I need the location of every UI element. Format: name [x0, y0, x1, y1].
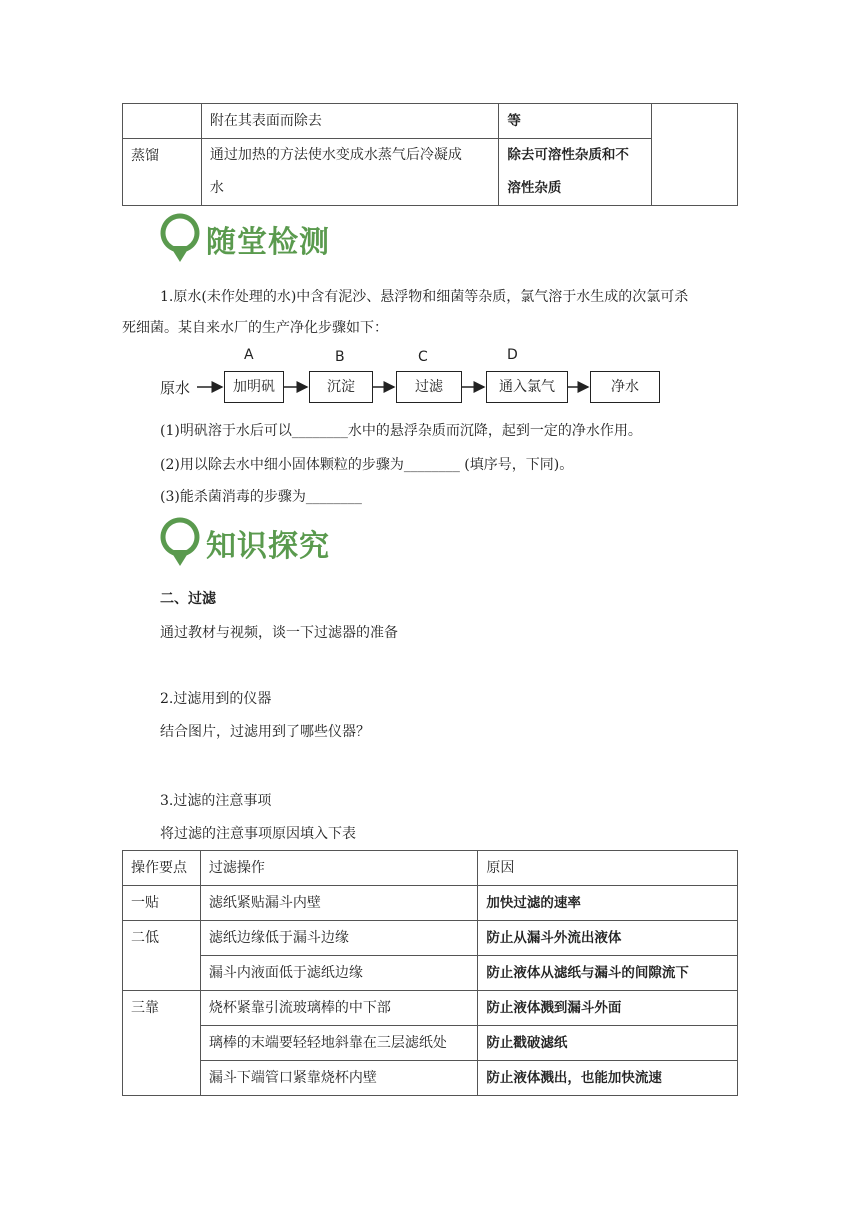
- operation-cell: 漏斗下端管口紧靠烧杯内壁: [200, 1061, 478, 1096]
- sub-question-3: (3)能杀菌消毒的步骤为________: [160, 489, 362, 505]
- method-cell: 蒸馏: [123, 139, 202, 206]
- reason-cell: 防止戳破滤纸: [478, 1026, 738, 1061]
- reason-cell: 防止液体溅出，也能加快流速: [478, 1061, 738, 1096]
- question-intro-line: 死细菌。某自来水厂的生产净化步骤如下：: [122, 320, 388, 336]
- point-cell: 三靠: [123, 991, 201, 1096]
- table-row: [123, 886, 738, 921]
- step-letter: B: [335, 349, 345, 365]
- effect-line: 溶性杂质: [507, 180, 562, 196]
- paragraph: 将过滤的注意事项原因填入下表: [160, 826, 356, 842]
- flow-step-box: 通入氯气: [486, 371, 568, 403]
- column-header: 过滤操作: [200, 851, 478, 886]
- operation-cell: 璃棒的末端要轻轻地斜靠在三层滤纸处: [200, 1026, 478, 1061]
- flow-arrows: [0, 0, 860, 420]
- operation-line: 水: [209, 180, 224, 196]
- column-header: 原因: [478, 851, 738, 886]
- step-letter: D: [507, 347, 518, 363]
- operation-cell: 附在其表面而除去: [201, 104, 498, 139]
- table-row: [123, 991, 738, 1026]
- filter-notes-table: [122, 850, 738, 1096]
- question-intro-line: 1.原水(未作处理的水)中含有泥沙、悬浮物和细菌等杂质，氯气溶于水生成的次氯可杀: [160, 289, 689, 305]
- paragraph: 结合图片，过滤用到了哪些仪器？: [160, 724, 370, 740]
- step-letter: C: [418, 349, 428, 365]
- section-title: 随堂检测: [206, 225, 330, 260]
- flow-step-box: 过滤: [396, 371, 462, 403]
- reason-cell: 加快过滤的速率: [478, 886, 738, 921]
- location-pin-icon: [160, 517, 200, 569]
- subsection-heading: 2.过滤用到的仪器: [160, 691, 272, 707]
- reason-cell: 防止从漏斗外流出液体: [478, 921, 738, 956]
- step-letter: A: [244, 347, 254, 363]
- effect-cell: 等: [499, 104, 652, 139]
- subsection-heading: 二、过滤: [160, 591, 216, 607]
- table-row: [123, 1061, 738, 1096]
- subsection-heading: 3.过滤的注意事项: [160, 793, 272, 809]
- flow-step-box: 沉淀: [309, 371, 373, 403]
- flow-step-box: 加明矾: [224, 371, 284, 403]
- table-row: [123, 1026, 738, 1061]
- sub-question-2: (2)用以除去水中细小固体颗粒的步骤为________ (填序号，下同)。: [160, 457, 574, 473]
- section-title: 知识探究: [206, 529, 330, 564]
- effect-line: 除去可溶性杂质和不: [507, 147, 629, 163]
- reason-cell: 防止液体从滤纸与漏斗的间隙流下: [478, 956, 738, 991]
- operation-cell: 烧杯紧靠引流玻璃棒的中下部: [200, 991, 478, 1026]
- operation-line: 通过加热的方法使水变成水蒸气后冷凝成: [209, 147, 462, 163]
- point-cell: 一贴: [123, 886, 201, 921]
- flow-start-label: 原水: [160, 379, 191, 397]
- point-cell: 二低: [123, 921, 201, 991]
- table-header-row: [123, 851, 738, 886]
- flow-end-box: 净水: [590, 371, 660, 403]
- section-heading-knowledge: [160, 517, 330, 569]
- reason-cell: 防止液体溅到漏斗外面: [478, 991, 738, 1026]
- table-row: [123, 956, 738, 991]
- operation-cell: 滤纸边缘低于漏斗边缘: [200, 921, 478, 956]
- sub-question-1: (1)明矾溶于水后可以________水中的悬浮杂质而沉降，起到一定的净水作用。: [160, 423, 642, 439]
- operation-cell: 漏斗内液面低于滤纸边缘: [200, 956, 478, 991]
- column-header: 操作要点: [123, 851, 201, 886]
- operation-cell: 滤纸紧贴漏斗内壁: [200, 886, 478, 921]
- paragraph: 通过教材与视频，谈一下过滤器的准备: [160, 625, 398, 641]
- table-row: [123, 921, 738, 956]
